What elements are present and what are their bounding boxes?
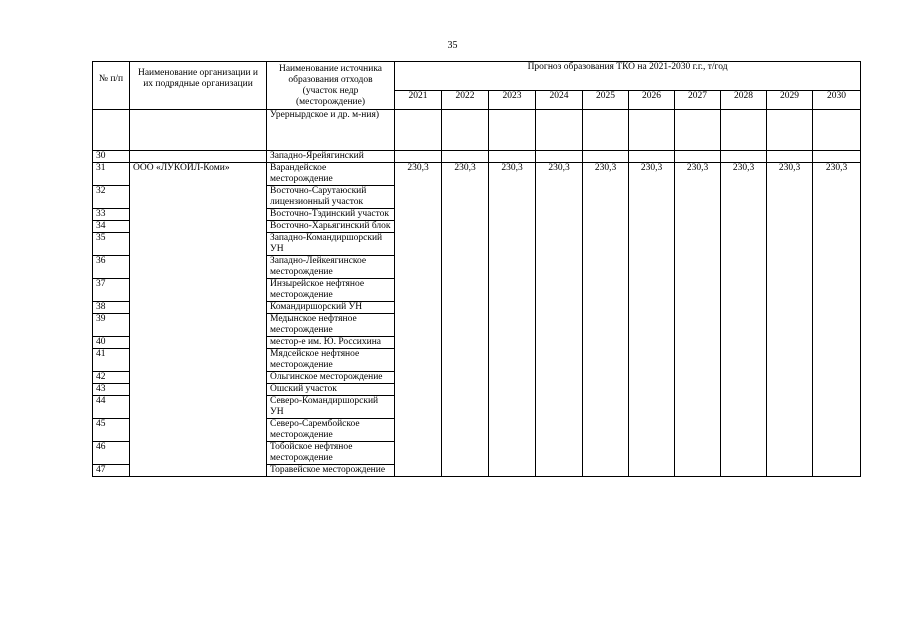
source-cell: Медынское нефтяное месторождение	[267, 314, 395, 337]
header-year: 2022	[442, 91, 489, 110]
source-cell: Инзырейское нефтяное месторождение	[267, 279, 395, 302]
row-number: 47	[93, 465, 130, 477]
source-cell: Западно-Командиршорский УН	[267, 233, 395, 256]
row-number: 44	[93, 396, 130, 419]
forecast-value-cell: 230,3	[675, 163, 721, 477]
header-year: 2026	[629, 91, 675, 110]
forecast-value-cell: 230,3	[813, 163, 861, 477]
source-cell: Варандейское месторождение	[267, 163, 395, 186]
forecast-value-cell	[489, 151, 536, 163]
continuation-num	[93, 110, 130, 151]
source-cell: Восточно-Тэдинский участок	[267, 209, 395, 221]
source-cell: Северо-Сарембойское месторождение	[267, 419, 395, 442]
forecast-value-cell: 230,3	[767, 163, 813, 477]
forecast-value-cell: 230,3	[629, 163, 675, 477]
source-cell: Ошский участок	[267, 384, 395, 396]
source-cell: Командиршорский УН	[267, 302, 395, 314]
header-year: 2023	[489, 91, 536, 110]
source-cell: Торавейское месторождение	[267, 465, 395, 477]
continuation-source: Урернырдское и др. м-ния)	[267, 110, 395, 151]
forecast-value-cell	[675, 151, 721, 163]
waste-forecast-table	[92, 61, 861, 477]
header-org: Наименование организации и их подрядные организации	[130, 62, 267, 110]
source-cell: Восточно-Харьягинский блок	[267, 221, 395, 233]
continuation-row	[93, 110, 861, 151]
organization-cell: ООО «ЛУКОЙЛ-Коми»	[130, 163, 267, 477]
row-number: 35	[93, 233, 130, 256]
row-number: 45	[93, 419, 130, 442]
row-number: 41	[93, 349, 130, 372]
row-number: 37	[93, 279, 130, 302]
table-row	[93, 151, 861, 163]
source-cell: Северо-Командиршорский УН	[267, 396, 395, 419]
header-num: № п/п	[93, 62, 130, 110]
source-cell: Ольгинское месторождение	[267, 372, 395, 384]
forecast-value-cell: 230,3	[721, 163, 767, 477]
header-year: 2030	[813, 91, 861, 110]
forecast-value-cell	[536, 151, 583, 163]
header-year: 2024	[536, 91, 583, 110]
row-number: 32	[93, 186, 130, 209]
row-number: 30	[93, 151, 130, 163]
forecast-value-cell: 230,3	[489, 163, 536, 477]
row-number: 43	[93, 384, 130, 396]
table-body	[93, 110, 861, 477]
source-cell: Восточно-Сарутаюский лицензионный участок	[267, 186, 395, 209]
forecast-value-cell	[442, 151, 489, 163]
row-number: 42	[93, 372, 130, 384]
row-number: 39	[93, 314, 130, 337]
forecast-value-cell: 230,3	[442, 163, 489, 477]
row-number: 34	[93, 221, 130, 233]
header-forecast: Прогноз образования ТКО на 2021-2030 г.г., т/год	[395, 62, 861, 91]
header-year: 2025	[583, 91, 629, 110]
forecast-value-cell	[813, 151, 861, 163]
forecast-value-cell	[395, 151, 442, 163]
page-number: 35	[447, 40, 458, 51]
header-source: Наименование источника образования отходов (участок недр (месторождение)	[267, 62, 395, 110]
organization-cell	[130, 151, 267, 163]
forecast-value-cell	[583, 151, 629, 163]
forecast-value-cell	[721, 151, 767, 163]
header-year: 2027	[675, 91, 721, 110]
forecast-value-cell: 230,3	[536, 163, 583, 477]
forecast-value-cell	[629, 151, 675, 163]
continuation-org	[130, 110, 267, 151]
header-year: 2028	[721, 91, 767, 110]
row-number: 31	[93, 163, 130, 186]
forecast-value-cell: 230,3	[583, 163, 629, 477]
header-year: 2021	[395, 91, 442, 110]
row-number: 46	[93, 442, 130, 465]
forecast-value-cell: 230,3	[395, 163, 442, 477]
table-row	[93, 163, 861, 186]
source-cell: местор-е им. Ю. Россихина	[267, 337, 395, 349]
source-cell: Западно-Лейкеягинское месторождение	[267, 256, 395, 279]
row-number: 36	[93, 256, 130, 279]
row-number: 40	[93, 337, 130, 349]
header-year: 2029	[767, 91, 813, 110]
source-cell: Мядсейское нефтяное месторождение	[267, 349, 395, 372]
forecast-value-cell	[767, 151, 813, 163]
source-cell: Тобойское нефтяное месторождение	[267, 442, 395, 465]
row-number: 38	[93, 302, 130, 314]
row-number: 33	[93, 209, 130, 221]
source-cell: Западно-Ярейягинский	[267, 151, 395, 163]
